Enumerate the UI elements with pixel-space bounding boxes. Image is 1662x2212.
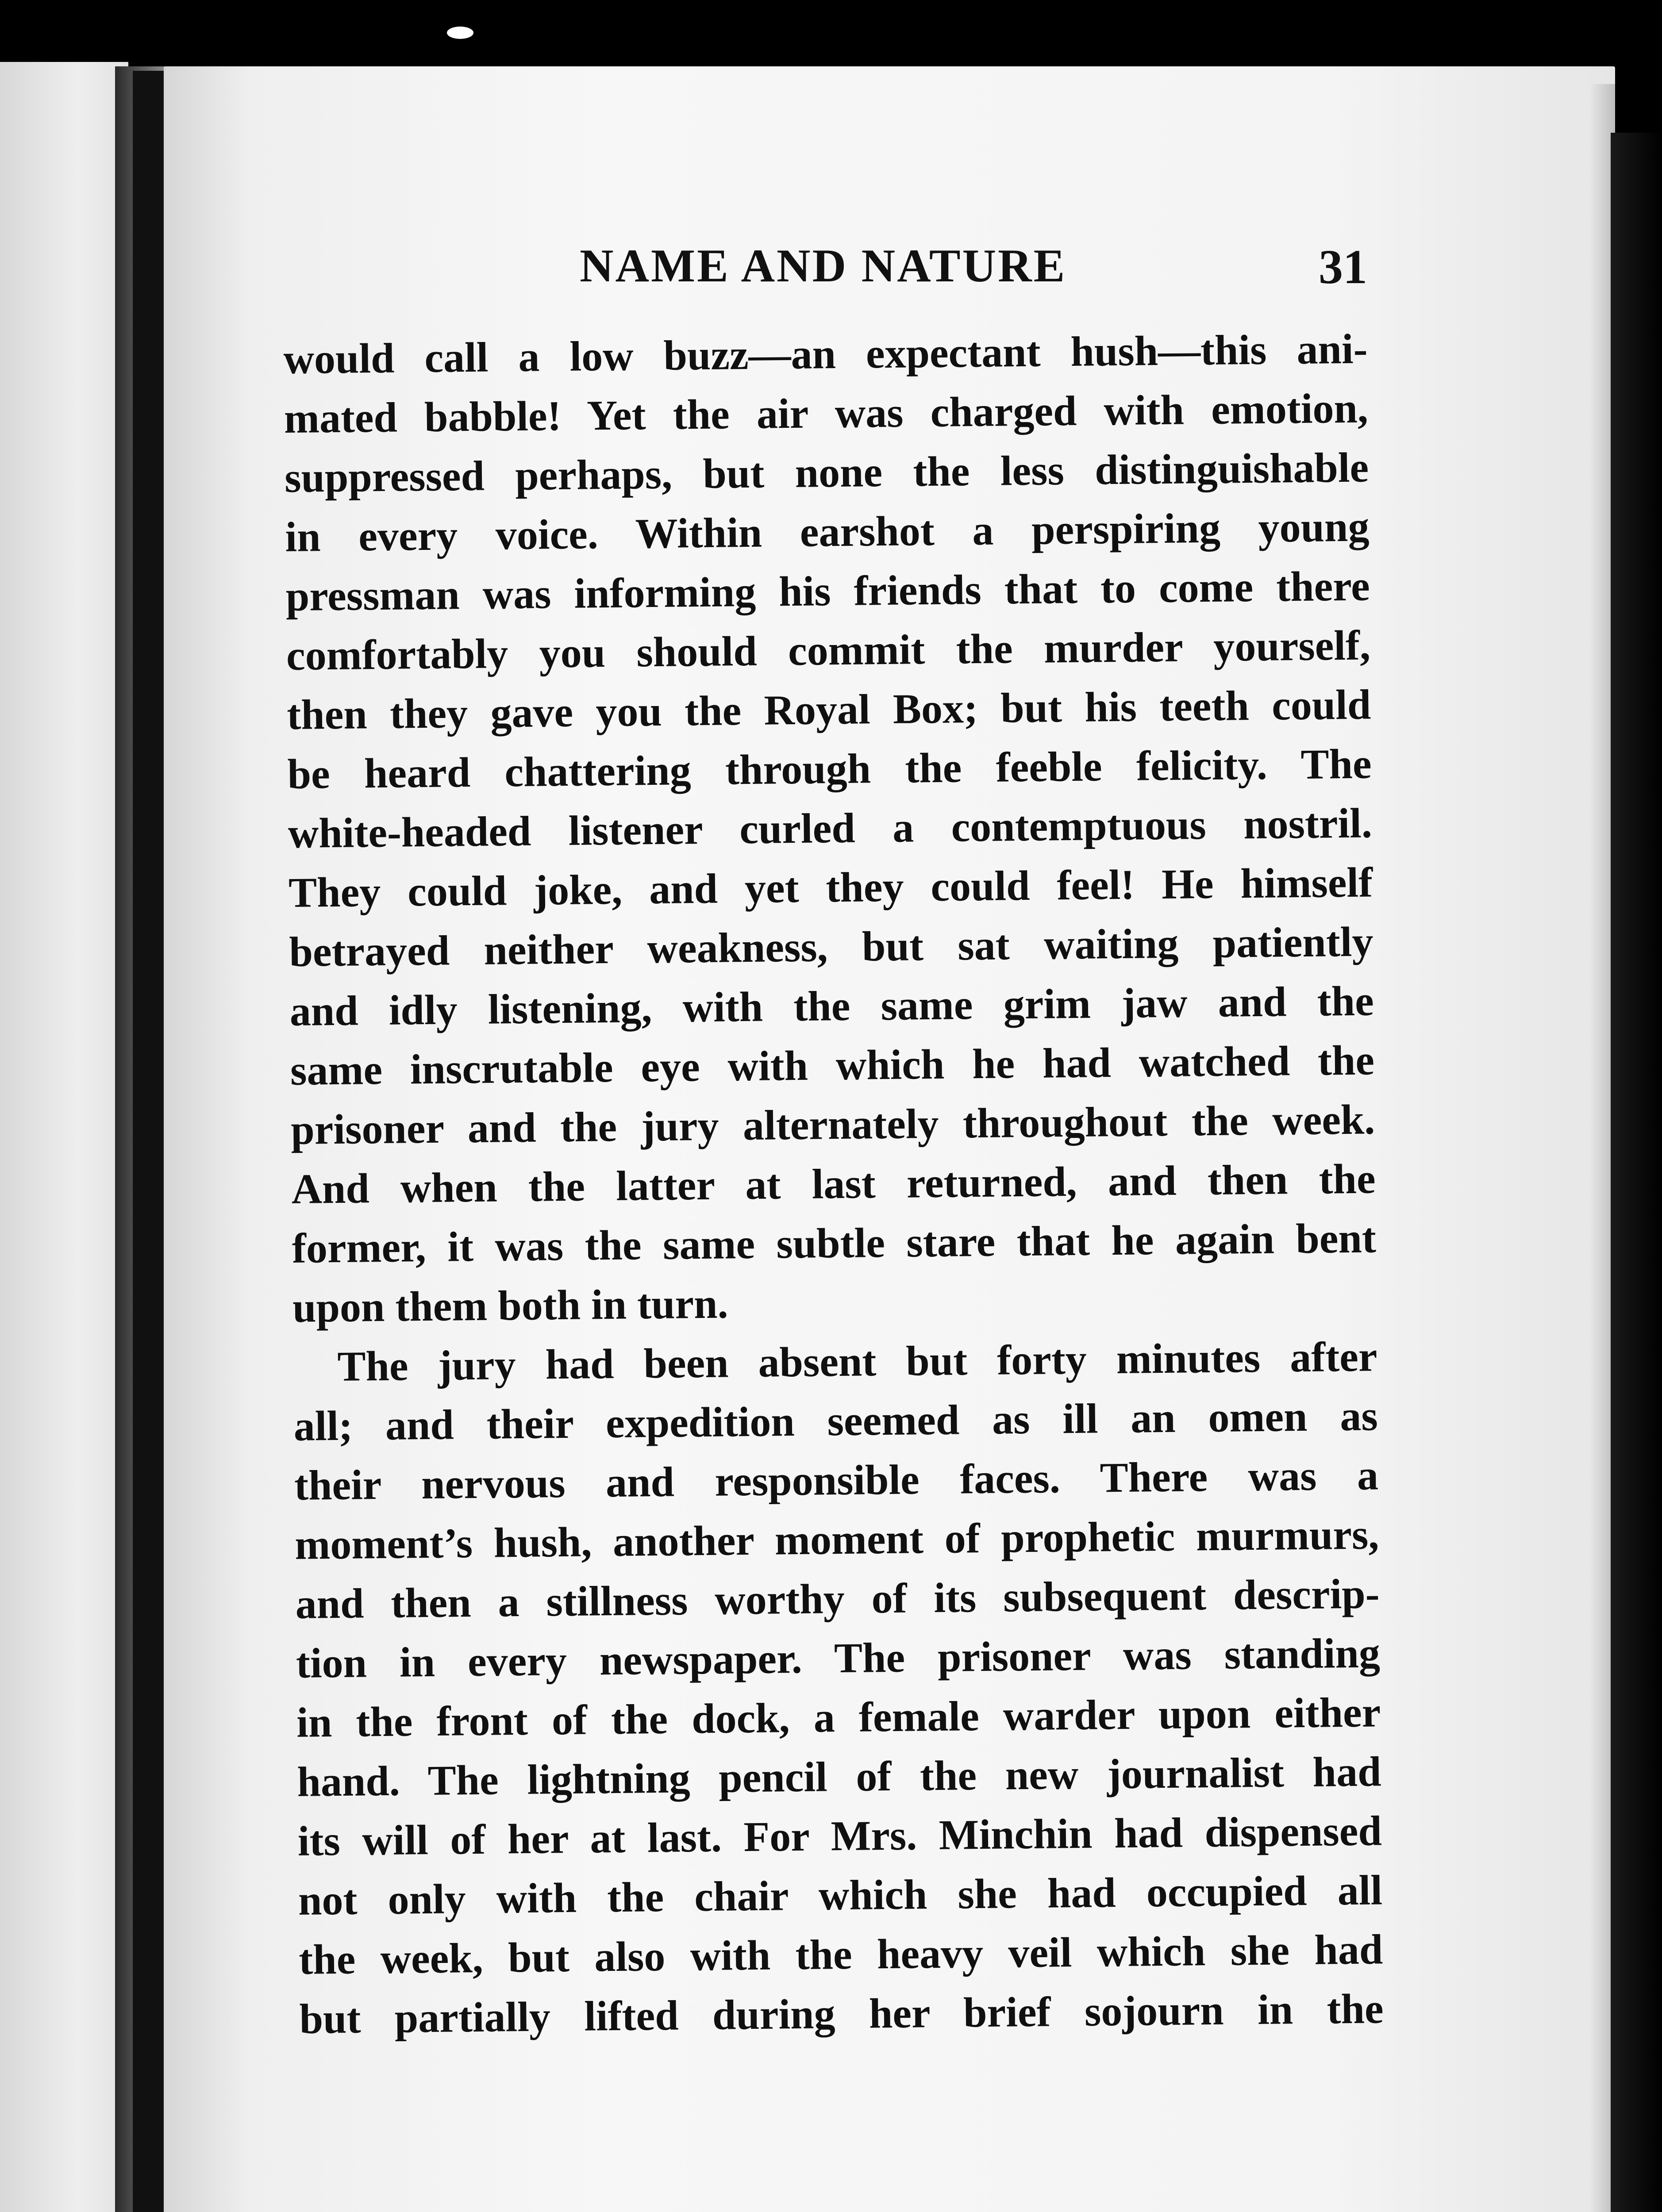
text-line: then they gave you the Royal Box; but his teeth could (286, 680, 1371, 738)
text-line: former, it was the same subtle stare that he again bent (292, 1214, 1377, 1272)
text-line: white-headed listener curled a contemptuous nostril. (288, 799, 1373, 857)
text-line: be heard chattering through the feeble felicity. The (287, 740, 1372, 798)
text-line: not only with the chair which she had occupied all (298, 1866, 1383, 1924)
page-header (580, 239, 1367, 305)
text-line: The jury had been absent but forty minutes after (337, 1333, 1377, 1390)
text-line: pressman was informing his friends that to come there (285, 562, 1370, 620)
text-line: hand. The lightning pencil of the new journalist had (296, 1747, 1381, 1805)
dust-speck (447, 27, 473, 39)
text-line: comfortably you should commit the murder yourself, (286, 621, 1371, 679)
text-line: mated babble! Yet the air was charged with emotion, (284, 384, 1369, 442)
text-line: moment’s hush, another moment of prophetic murmurs, (294, 1510, 1379, 1568)
text-line: its will of her at last. For Mrs. Minchin had dispensed (297, 1807, 1382, 1865)
text-line: They could joke, and yet they could feel! He himself (288, 858, 1373, 916)
text-line: the week, but also with the heavy veil which she had (298, 1925, 1383, 1983)
text-line: would call a low buzz—an expectant hush—this ani- (283, 325, 1368, 383)
text-line: same inscrutable eye with which he had watched the (290, 1036, 1375, 1094)
right-border (1611, 133, 1662, 2212)
text-line: betrayed neither weakness, but sat waiting patiently (289, 918, 1373, 975)
text-line: all; and their expedition seemed as ill an omen as (293, 1392, 1378, 1450)
gutter-shadow (133, 71, 164, 2212)
text-line: and idly listening, with the same grim jaw and the (289, 977, 1374, 1035)
paragraph (293, 1327, 1384, 2048)
text-line: their nervous and responsible faces. There was a (294, 1451, 1379, 1509)
text-line: And when the latter at last returned, and then the (291, 1155, 1376, 1213)
text-line: upon them both in turn. (292, 1279, 728, 1331)
text-line: and then a stillness worthy of its subsequent descrip- (295, 1570, 1380, 1628)
page-number: 31 (1319, 240, 1367, 294)
text-line: in every voice. Within earshot a perspiring young (285, 503, 1370, 561)
paragraph (283, 319, 1377, 1337)
text-line: in the front of the dock, a female warder upon either (296, 1688, 1381, 1746)
text-line: suppressed perhaps, but none the less distinguishable (284, 443, 1369, 501)
running-title: NAME AND NATURE (580, 240, 1067, 292)
body-text (283, 319, 1384, 2048)
adjacent-page (0, 62, 128, 2212)
text-line: prisoner and the jury alternately throughout the week. (290, 1095, 1375, 1153)
text-line: but partially lifted during her brief sojourn in the (299, 1985, 1384, 2043)
text-line: tion in every newspaper. The prisoner was standing (296, 1629, 1381, 1687)
